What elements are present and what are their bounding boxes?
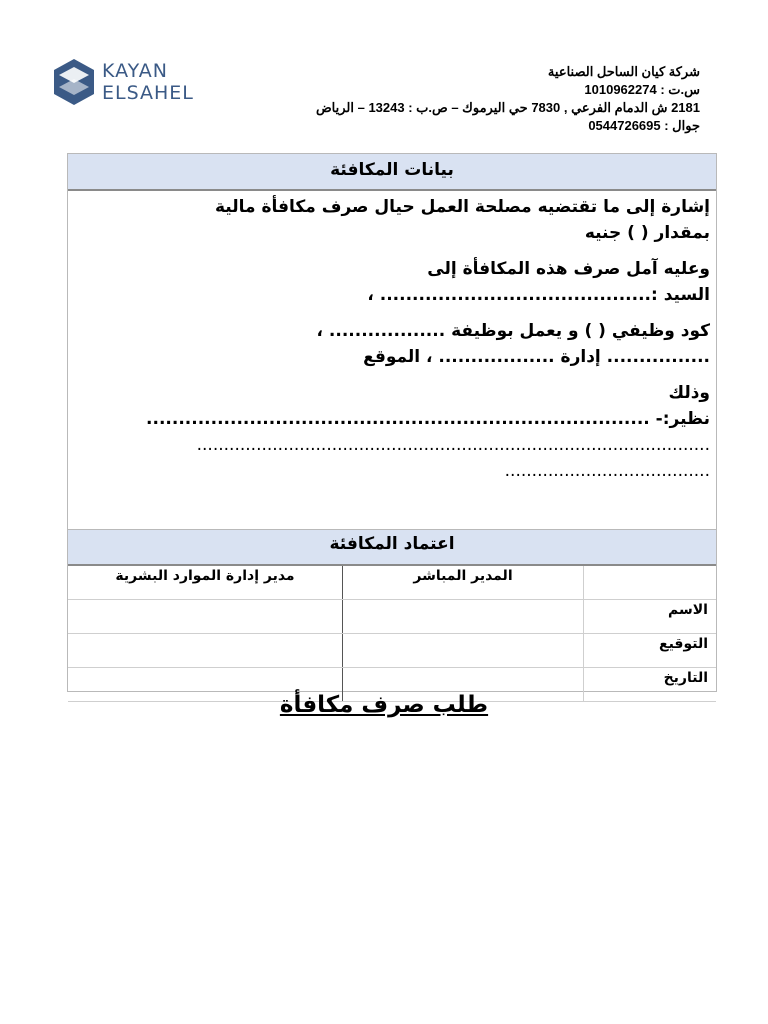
logo-line2: ELSAHEL xyxy=(102,82,194,104)
table-row xyxy=(68,600,716,634)
reason-field[interactable]: نظير:- .............................................................................. xyxy=(146,409,710,429)
logo-text xyxy=(102,60,194,104)
job-code-field[interactable]: كود وظيفي ( ) و يعمل بوظيفة .................. ، xyxy=(316,321,710,341)
header-direct-manager: المدير المباشر xyxy=(343,566,584,600)
body-line-1: إشارة إلى ما تقتضيه مصلحة العمل حيال صرف مكافأة مالية xyxy=(214,197,710,217)
body-line-7: وذلك xyxy=(668,383,710,403)
row-label-date: التاريخ xyxy=(584,668,717,702)
company-address: 2181 ش الدمام الفرعي , 7830 حي اليرموك – ص.ب : 13243 – الرياض xyxy=(315,100,700,115)
hr-manager-signature-cell[interactable] xyxy=(68,634,343,668)
approval-table xyxy=(68,566,716,702)
employee-name-field[interactable]: السيد :.......................................... ، xyxy=(367,285,710,305)
row-label-name: الاسم xyxy=(584,600,717,634)
table-row xyxy=(68,634,716,668)
table-cell-blank xyxy=(584,566,717,600)
document-title: طلب صرف مكافأة xyxy=(279,692,489,718)
direct-manager-name-cell[interactable] xyxy=(343,600,584,634)
row-label-signature: التوقيع xyxy=(584,634,717,668)
commercial-register: س.ت : 1010962274 xyxy=(584,82,700,97)
bonus-body xyxy=(78,194,710,494)
department-location-field[interactable]: ................ إدارة .................. ، الموقع xyxy=(363,347,710,367)
company-info xyxy=(200,63,700,135)
hr-manager-name-cell[interactable] xyxy=(68,600,343,634)
company-mobile: جوال : 0544726695 xyxy=(588,118,700,133)
reason-line-3[interactable]: ...................................... xyxy=(504,461,710,481)
amount-field[interactable]: بمقدار ( ) جنيه xyxy=(584,223,710,243)
bonus-form xyxy=(67,153,717,692)
section-title-approval: اعتماد المكافئة xyxy=(68,529,716,566)
section-title-bonus-data: بيانات المكافئة xyxy=(68,154,716,191)
body-line-3: وعليه آمل صرف هذه المكافأة إلى xyxy=(427,259,710,279)
direct-manager-signature-cell[interactable] xyxy=(343,634,584,668)
header-hr-manager: مدير إدارة الموارد البشرية xyxy=(68,566,343,600)
logo-line1: KAYAN xyxy=(102,60,168,82)
reason-line-2[interactable]: ............................................................................................... xyxy=(196,435,710,455)
company-name: شركة كيان الساحل الصناعية xyxy=(547,64,700,79)
table-row xyxy=(68,566,716,600)
